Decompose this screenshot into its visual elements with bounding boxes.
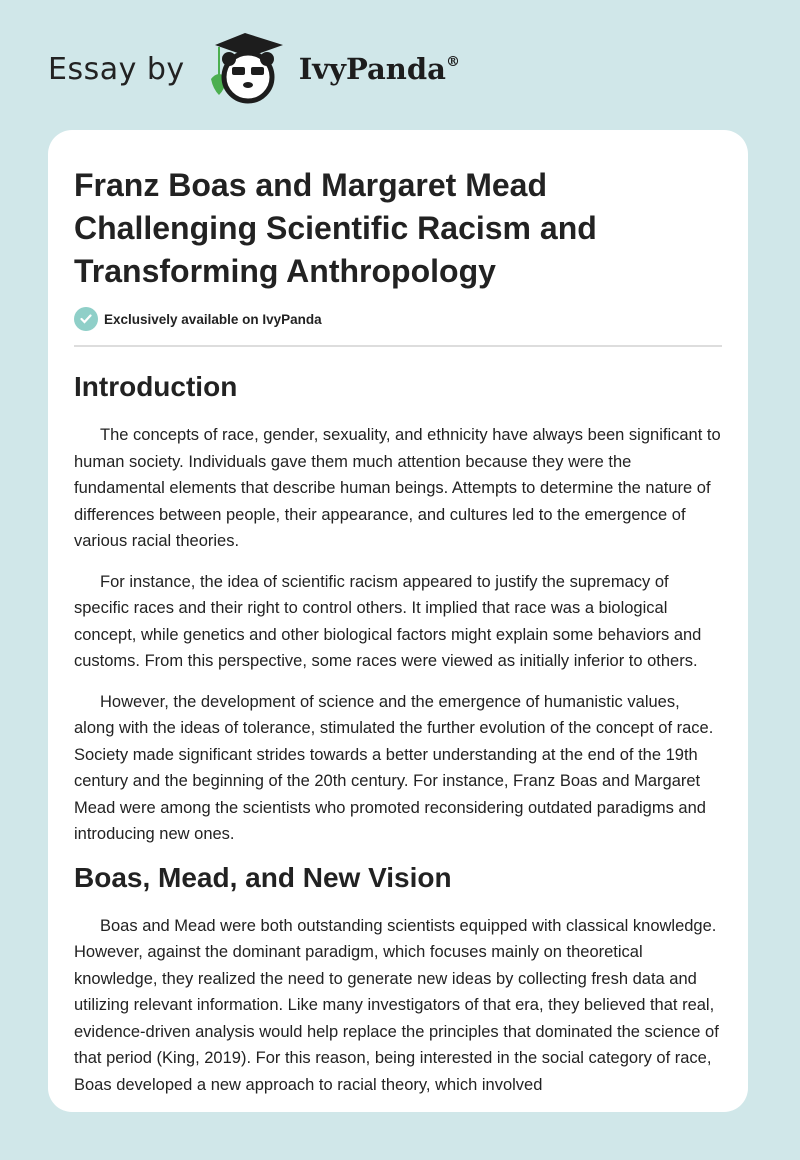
- exclusive-badge: [74, 307, 722, 331]
- site-header: [48, 34, 460, 104]
- paragraph: Boas and Mead were both outstanding scientists equipped with classical knowledge. However, against the dominant paradigm, which focuses mainly on theoretical knowledge, they realized the need to generate new ideas by collecting fresh data and utilizing relevant information. Like many investigators of that era, they believed that real, evidence-driven analysis would help replace the principles that dominated the science of that period (King, 2019). For this reason, being interested in the social category of race, Boas developed a new approach to racial theory, which involved: [74, 916, 719, 1094]
- essay-title: Franz Boas and Margaret Mead Challenging Scientific Racism and Transforming Anthropology: [74, 167, 597, 289]
- paragraph: The concepts of race, gender, sexuality, and ethnicity have always been significant to human society. Individuals gave them much attention because they were the fundamental elements that describe human beings. Attempts to determine the nature of differences between people, their appearance, and cultures led to the emergence of various racial theories.: [74, 426, 721, 550]
- essay-by-label: Essay by: [48, 51, 185, 87]
- check-icon: [74, 307, 98, 331]
- section-heading: Boas, Mead, and New Vision: [74, 861, 452, 893]
- divider: [74, 345, 722, 347]
- paragraph: However, the development of science and the emergence of humanistic values, along with the ideas of tolerance, stimulated the further evolution of the concept of race. Society made significant strides towards a better understanding at the end of the 19th century and the beginning of the 20th century. For instance, Franz Boas and Margaret Mead were among the scientists who promoted reconsidering outdated paradigms and introducing new ones.: [74, 692, 714, 843]
- registered-mark: ®: [445, 54, 460, 70]
- section-heading: Introduction: [74, 371, 238, 402]
- paragraph: For instance, the idea of scientific racism appeared to justify the supremacy of specific races and their right to control others. It implied that race was a biological concept, while genetics and other biological factors might explain some behaviors and customs. From this perspective, some races were viewed as initially inferior to others.: [74, 572, 702, 670]
- brand-text: IvyPanda: [298, 52, 446, 86]
- badge-text: Exclusively available on IvyPanda: [104, 311, 322, 327]
- essay-card: [48, 130, 748, 1112]
- ivypanda-logo-icon[interactable]: [205, 33, 295, 105]
- brand-name[interactable]: [299, 52, 460, 86]
